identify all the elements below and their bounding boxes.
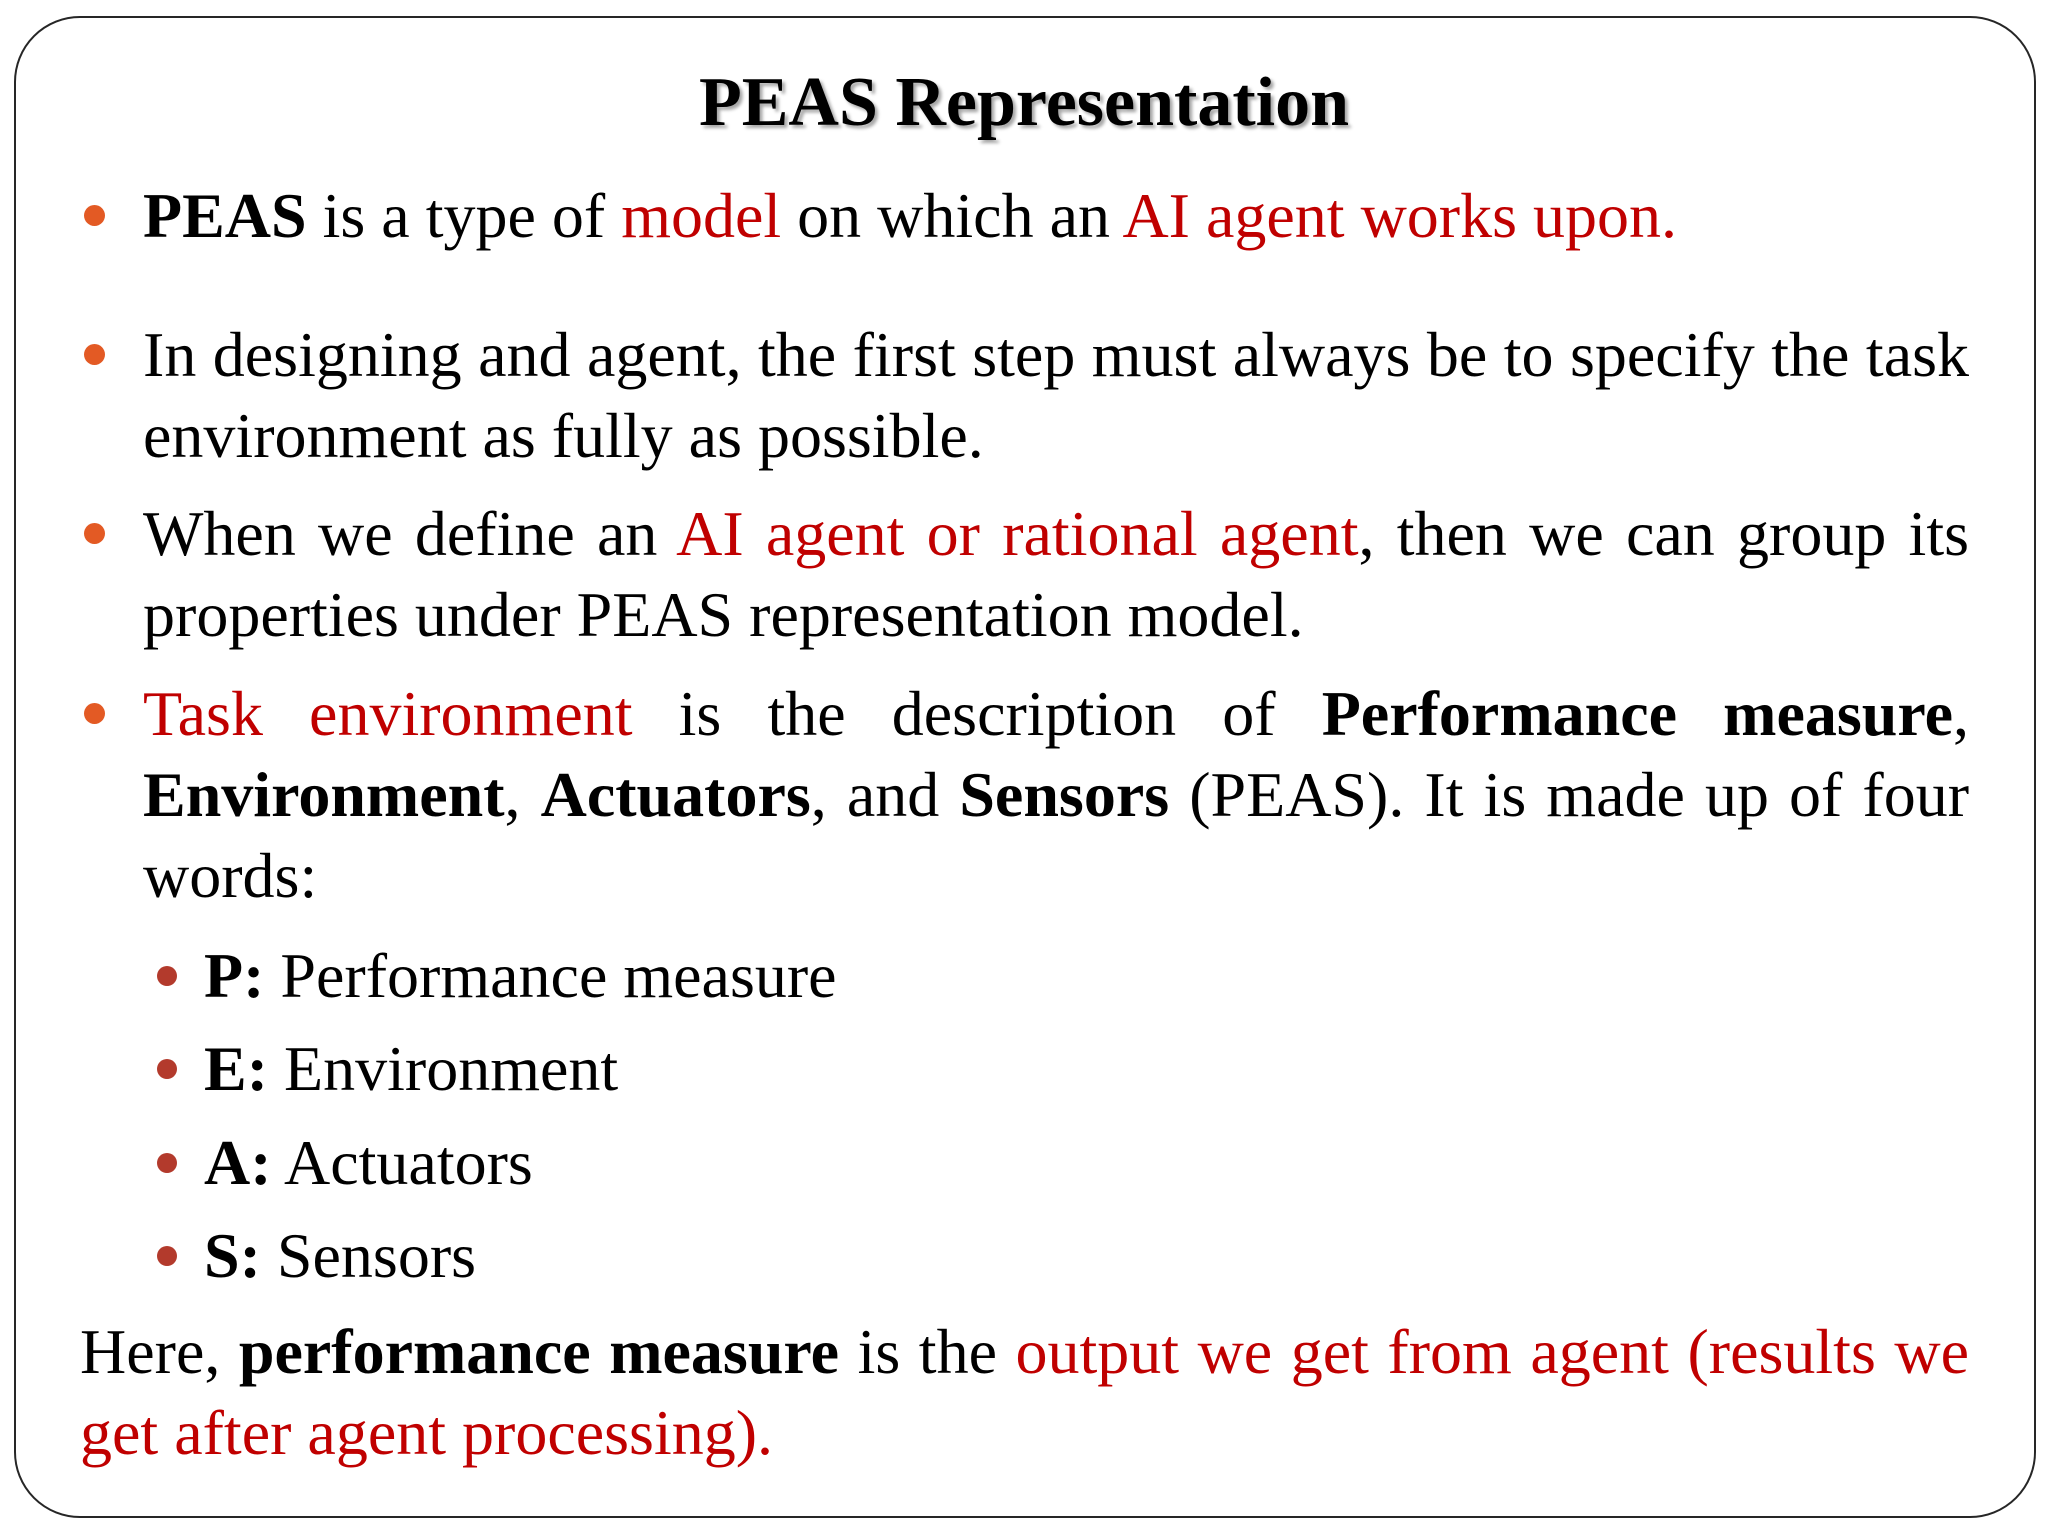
highlight-term: Task environment xyxy=(143,678,633,749)
sub-bullet-text: Environment xyxy=(268,1033,619,1104)
sub-bullet-dot-icon xyxy=(157,1153,177,1173)
bullet-dot-icon xyxy=(84,703,105,724)
sub-bullet-text: Sensors xyxy=(260,1220,477,1291)
bold-term: performance measure xyxy=(238,1316,840,1387)
text-run: on which an xyxy=(781,180,1123,251)
sub-bullet-key: E: xyxy=(204,1033,268,1104)
sub-bullet-key: A: xyxy=(204,1127,272,1198)
bullet-peas-model xyxy=(143,175,1969,256)
closing-paragraph xyxy=(80,1311,1969,1473)
sub-bullet-key: S: xyxy=(204,1220,261,1291)
highlight-term: model xyxy=(621,180,782,251)
highlight-term: AI agent works upon. xyxy=(1122,180,1677,251)
text-run: , xyxy=(1953,678,1970,749)
bullet-define-agent xyxy=(143,493,1969,655)
sub-bullet-key: P: xyxy=(204,940,265,1011)
sub-bullet-dot-icon xyxy=(157,1059,177,1079)
bold-term: Performance measure xyxy=(1321,678,1954,749)
bullet-dot-icon xyxy=(84,344,105,365)
bold-term: Sensors xyxy=(959,759,1170,830)
text-run: , and xyxy=(810,759,960,830)
text-run: , then we can group its properties under PEAS representation model. xyxy=(143,498,1970,650)
sub-bullet-dot-icon xyxy=(157,1246,177,1266)
text-run: is the description of xyxy=(632,678,1322,749)
slide-title: PEAS Representation xyxy=(698,64,1350,141)
text-run: is a type of xyxy=(306,180,622,251)
sub-bullet-sensors xyxy=(204,1215,476,1296)
sub-bullet-dot-icon xyxy=(157,966,177,986)
sub-bullet-actuators xyxy=(204,1122,533,1203)
text-run: Here, xyxy=(80,1316,239,1387)
text-run: (PEAS). It is made up of four words: xyxy=(143,759,1970,911)
sub-bullet-performance xyxy=(204,935,837,1016)
bullet-dot-icon xyxy=(84,205,105,226)
sub-bullet-text: Performance measure xyxy=(264,940,837,1011)
bullet-designing-agent: In designing and agent, the first step must always be to specify the task environment as fully as possible. xyxy=(143,319,1969,471)
bold-term: Environment xyxy=(143,759,505,830)
text-run: is the xyxy=(839,1316,1016,1387)
bold-term: Actuators xyxy=(540,759,811,830)
text-run: , xyxy=(504,759,541,830)
bold-term: PEAS xyxy=(143,180,307,251)
bullet-dot-icon xyxy=(84,523,105,544)
highlight-term: output we get from agent (results we get after agent processing). xyxy=(80,1316,1970,1468)
highlight-term: AI agent or rational agent xyxy=(676,498,1359,569)
bullet-task-environment xyxy=(143,673,1969,916)
sub-bullet-text: Actuators xyxy=(271,1127,533,1198)
text-run: When we define an xyxy=(143,498,677,569)
sub-bullet-environment xyxy=(204,1028,618,1109)
